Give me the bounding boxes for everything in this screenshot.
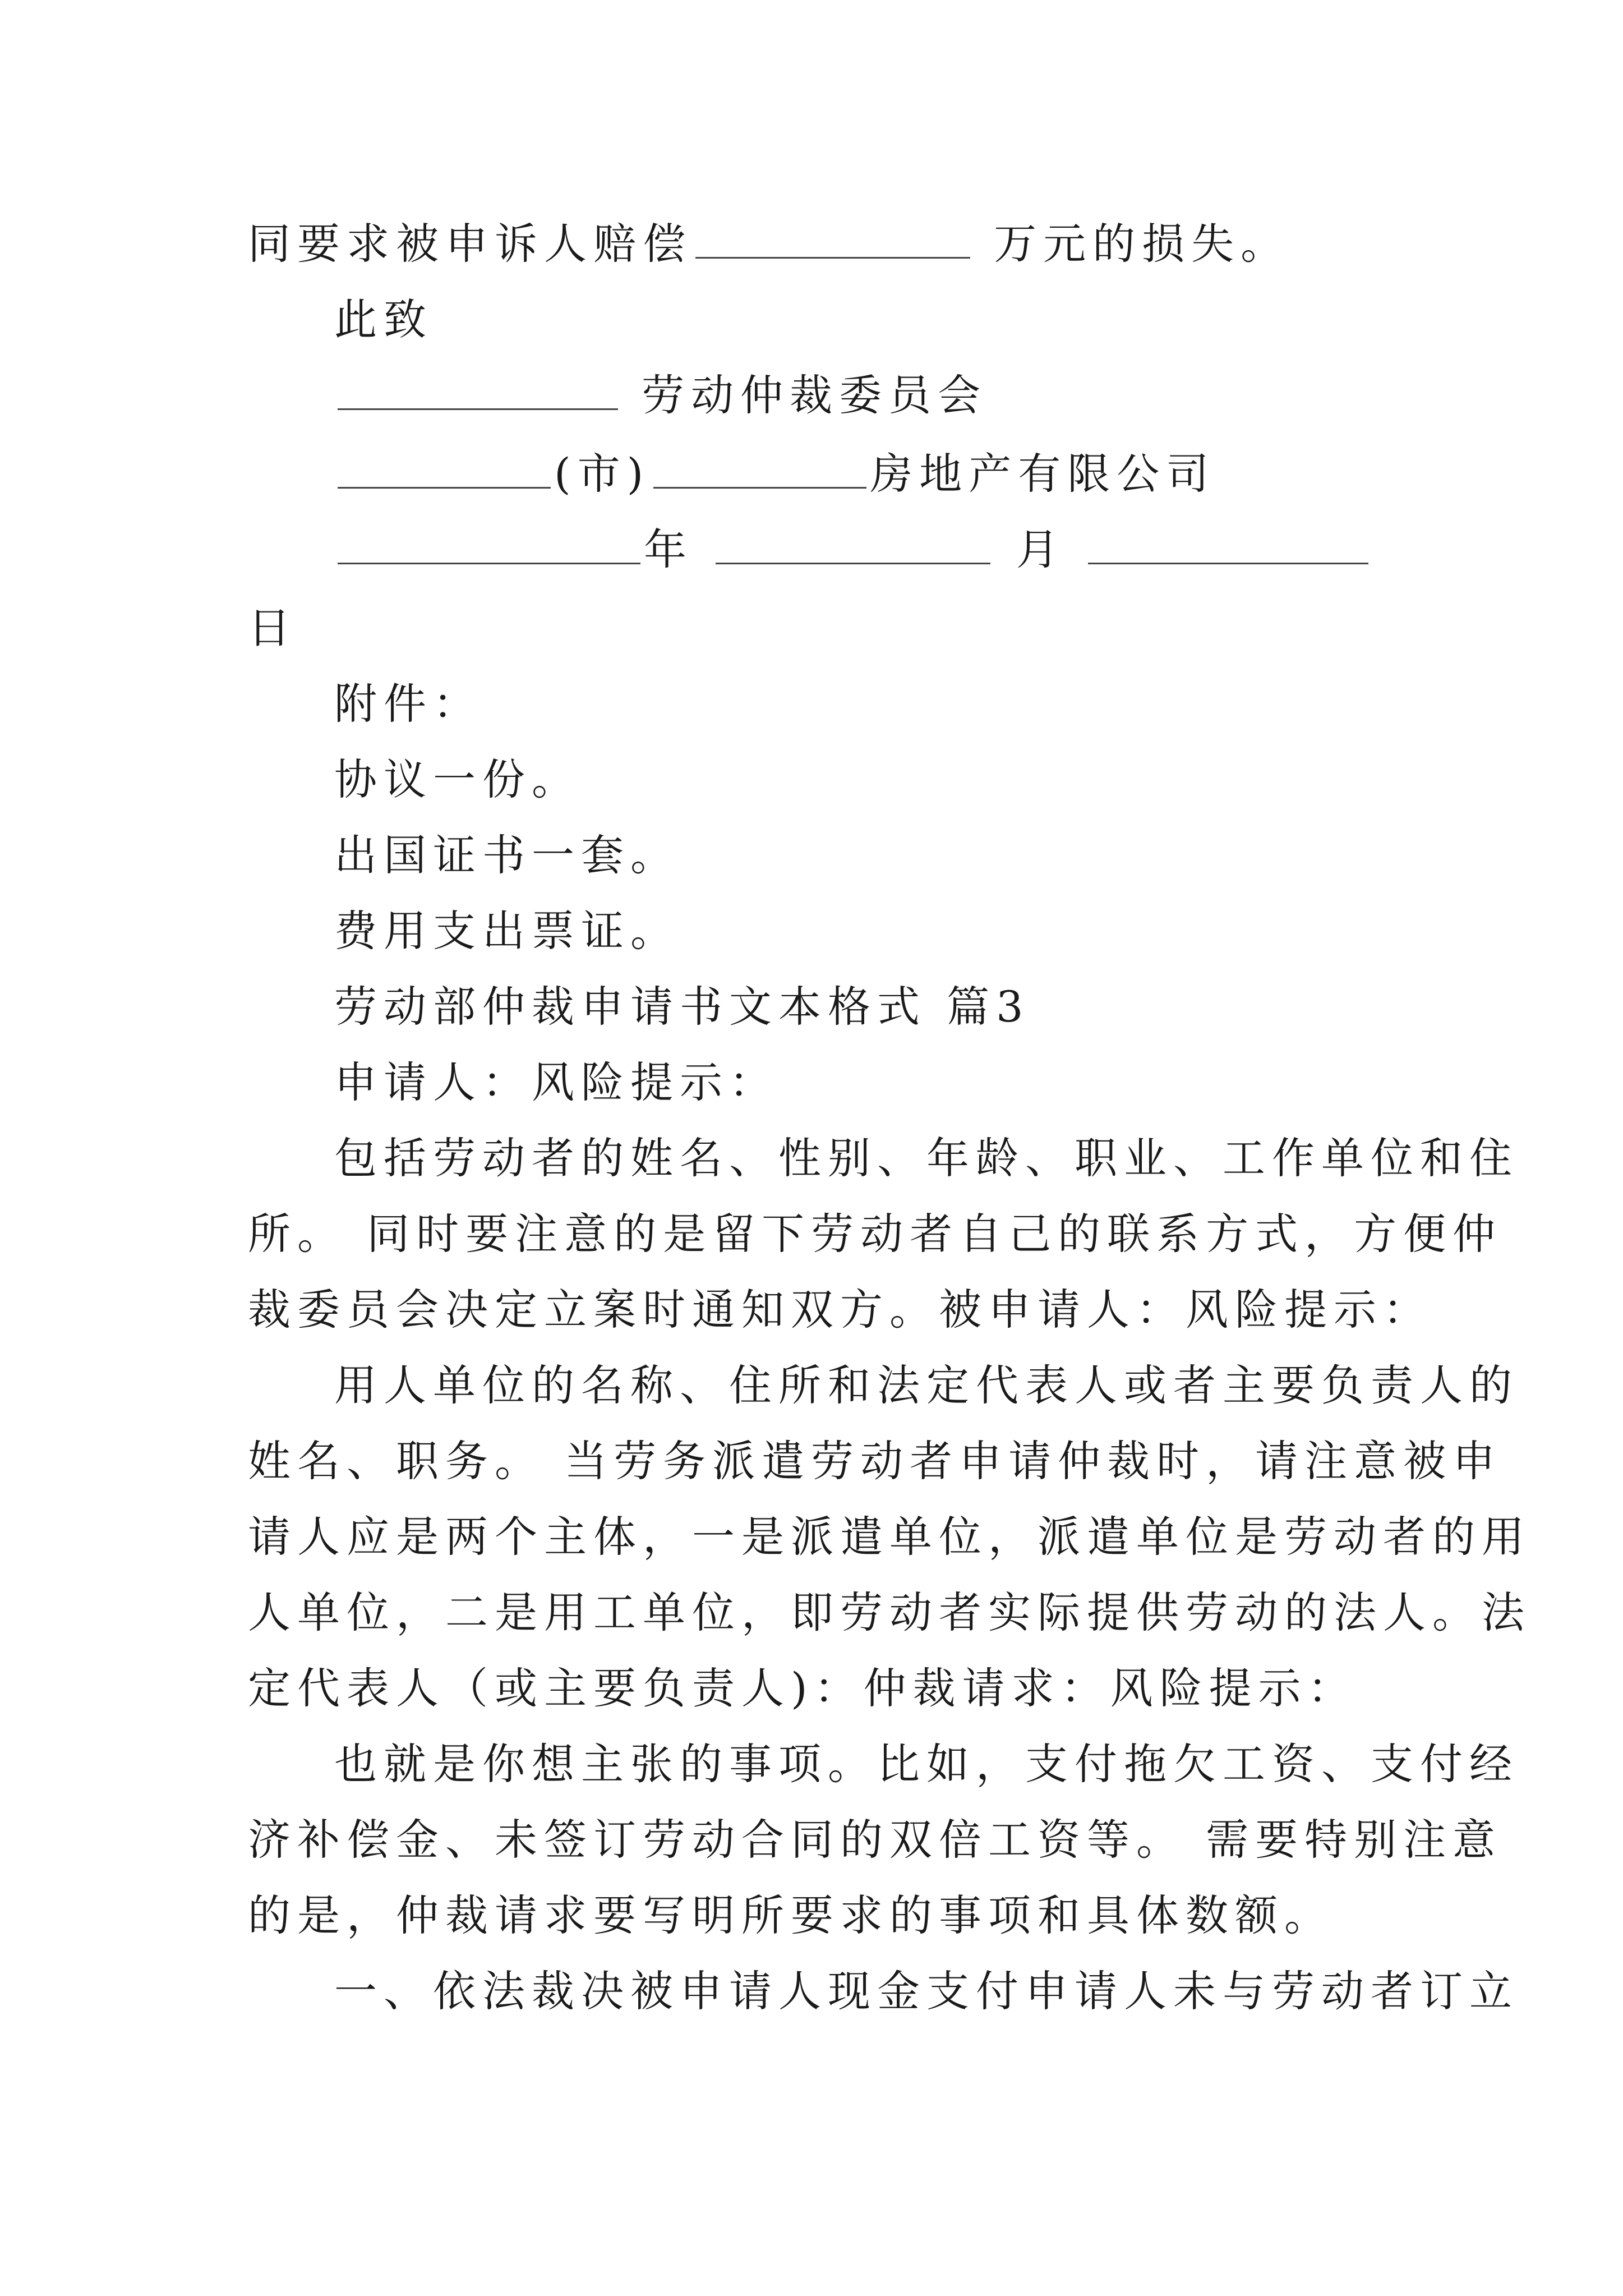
- text-segment: 月: [1016, 524, 1066, 574]
- text-line: 裁委员会决定立案时通知双方。被申请人：风险提示：: [248, 1285, 1432, 1335]
- text-line: 费用支出票证。: [334, 906, 680, 956]
- text-line: [334, 446, 1381, 502]
- section-heading: 劳动部仲裁申请书文本格式 篇3: [334, 982, 1030, 1032]
- text-line: 也就是你想主张的事项。比如，支付拖欠工资、支付经: [334, 1739, 1519, 1789]
- text-segment: (市): [554, 449, 651, 499]
- text-line: 协议一份。: [334, 754, 581, 804]
- text-line: 用人单位的名称、住所和法定代表人或者主要负责人的: [334, 1360, 1519, 1410]
- text-line: 附件：: [334, 679, 482, 729]
- blank-field: [716, 523, 990, 564]
- text-line: [334, 522, 1381, 578]
- text-line: [334, 367, 1381, 424]
- text-line: 申请人：风险提示：: [334, 1057, 778, 1107]
- text-line: 包括劳动者的姓名、性别、年龄、职业、工作单位和住: [334, 1133, 1519, 1183]
- blank-field: [695, 218, 970, 259]
- text-line: [248, 216, 1381, 272]
- text-segment: 万元的损失。: [974, 219, 1290, 269]
- text-segment: 年: [644, 524, 693, 574]
- blank-field: [338, 523, 640, 564]
- text-line: 此致: [334, 295, 433, 344]
- text-line: 所。 同时要注意的是留下劳动者自己的联系方式，方便仲: [248, 1209, 1502, 1259]
- text-line: 的是，仲裁请求要写明所要求的事项和具体数额。: [248, 1890, 1334, 1940]
- text-line: 人单位，二是用工单位，即劳动者实际提供劳动的法人。法: [248, 1588, 1531, 1637]
- blank-field: [653, 448, 866, 489]
- text-line: 日: [248, 603, 297, 653]
- text-line: 出国证书一套。: [334, 830, 680, 880]
- text-line: 姓名、职务。 当劳务派遣劳动者申请仲裁时，请注意被申: [248, 1436, 1502, 1486]
- blank-field: [338, 448, 551, 489]
- text-line: 请人应是两个主体，一是派遣单位，派遣单位是劳动者的用: [248, 1512, 1531, 1562]
- text-segment: 房地产有限公司: [870, 449, 1216, 499]
- text-segment: 劳动仲裁委员会: [621, 370, 988, 420]
- text-line: 定代表人（或主要负责人)：仲裁请求：风险提示：: [248, 1663, 1357, 1713]
- text-segment: 同要求被申诉人赔偿: [248, 219, 692, 269]
- text-line: 一、依法裁决被申请人现金支付申请人未与劳动者订立: [334, 1966, 1519, 2016]
- blank-field: [1088, 523, 1368, 564]
- text-line: 济补偿金、未签订劳动合同的双倍工资等。 需要特别注意: [248, 1815, 1502, 1865]
- blank-field: [338, 369, 618, 410]
